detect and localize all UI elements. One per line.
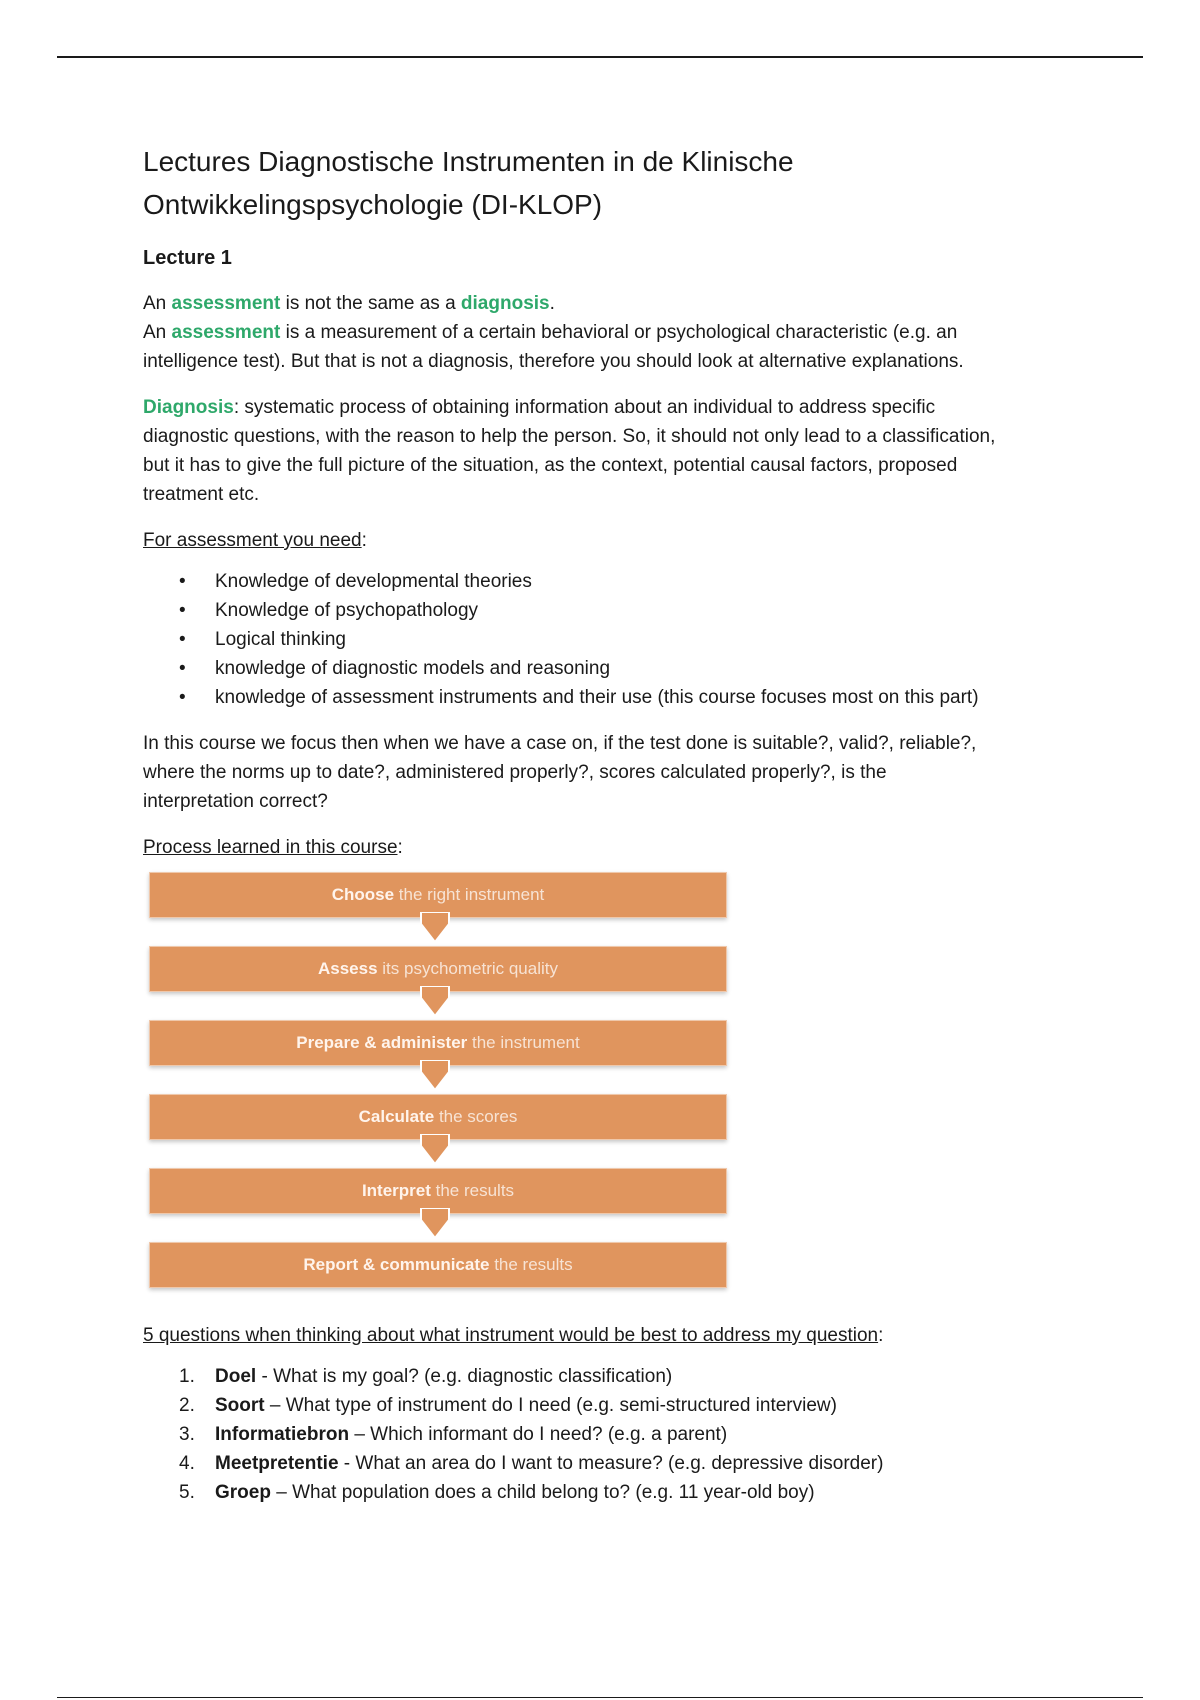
questions-list <box>143 1362 1073 1507</box>
top-rule <box>57 56 1143 58</box>
process-flowchart <box>145 872 735 1304</box>
bullet-icon: • <box>179 658 186 679</box>
process-step-2: Assess its psychometric quality <box>149 946 727 992</box>
down-arrow-icon <box>413 1060 457 1092</box>
lecture-heading: Lecture 1 <box>143 247 232 269</box>
bottom-rule <box>57 1697 1143 1698</box>
process-heading: Process learned in this course: <box>143 837 403 858</box>
list-item: • Knowledge of developmental theories <box>143 567 1073 596</box>
intro-paragraph: An assessment is not the same as a diagnosis. An assessment is a measurement of a certain behavioral or psychological characteristic (e.g. an intelligence test). But that is not a diagnosis, therefore you should look at alternative explanations. <box>143 293 964 372</box>
process-step-4: Calculate the scores <box>149 1094 727 1140</box>
diagnosis-paragraph: Diagnosis: systematic process of obtaining information about an individual to address specific diagnostic questions, with the reason to help the person. So, it should not only lead to a classification, but it has to give the full picture of the situation, as the context, potential causal factors, proposed treatment etc. <box>143 397 996 505</box>
down-arrow-icon <box>413 986 457 1018</box>
list-item: 4. Meetpretentie - What an area do I want to measure? (e.g. depressive disorder) <box>179 1453 884 1474</box>
term-diagnosis-definition: Diagnosis <box>143 397 234 418</box>
process-step-6: Report & communicate the results <box>149 1242 727 1288</box>
down-arrow-icon <box>413 1134 457 1166</box>
down-arrow-icon <box>413 912 457 944</box>
process-step-5: Interpret the results <box>149 1168 727 1214</box>
course-focus-paragraph: In this course we focus then when we have a case on, if the test done is suitable?, valid?, reliable?, where the norms up to date?, administered properly?, scores calculated properly?, is the interpretation correct? <box>143 733 977 812</box>
term-assessment-2: assessment <box>171 322 281 343</box>
list-item: • Logical thinking <box>143 625 1073 654</box>
document-body <box>143 140 1073 1507</box>
list-item: 5. Groep – What population does a child belong to? (e.g. 11 year-old boy) <box>179 1482 815 1503</box>
list-item: • knowledge of diagnostic models and reasoning <box>143 654 1073 683</box>
list-item: • Knowledge of psychopathology <box>143 596 1073 625</box>
process-step-1: Choose the right instrument <box>149 872 727 918</box>
term-assessment: assessment <box>171 293 281 314</box>
bullet-icon: • <box>179 571 186 592</box>
term-diagnosis: diagnosis <box>460 293 550 314</box>
list-item: 1. Doel - What is my goal? (e.g. diagnostic classification) <box>179 1366 673 1387</box>
needs-list <box>143 567 1073 712</box>
questions-heading: 5 questions when thinking about what instrument would be best to address my question: <box>143 1325 884 1346</box>
list-item: 2. Soort – What type of instrument do I need (e.g. semi-structured interview) <box>179 1395 837 1416</box>
process-step-3: Prepare & administer the instrument <box>149 1020 727 1066</box>
document-title: Lectures Diagnostische Instrumenten in de Klinische Ontwikkelingspsychologie (DI-KLOP) <box>143 146 794 220</box>
bullet-icon: • <box>179 629 186 650</box>
list-item: 3. Informatiebron – Which informant do I need? (e.g. a parent) <box>179 1424 728 1445</box>
down-arrow-icon <box>413 1208 457 1240</box>
list-item: • knowledge of assessment instruments and their use (this course focuses most on this part) <box>143 683 1073 712</box>
bullet-icon: • <box>179 687 186 708</box>
bullet-icon: • <box>179 600 186 621</box>
needs-heading: For assessment you need: <box>143 530 367 551</box>
